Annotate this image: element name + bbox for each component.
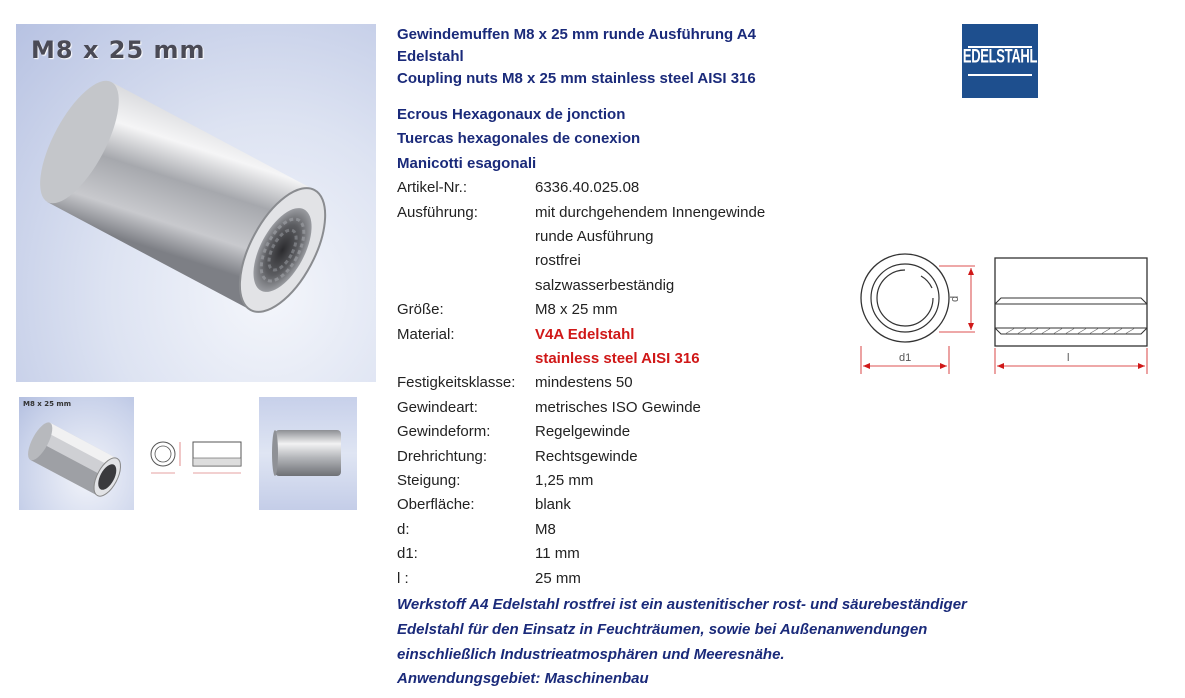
- technical-drawing: [855, 250, 1155, 380]
- dimension-d: [939, 266, 975, 332]
- coupling-nut-photo: [16, 24, 376, 382]
- spec-value-ausfuehrung-4: salzwasserbeständig: [535, 277, 675, 294]
- spec-value-festigkeit: mindestens 50: [535, 374, 633, 391]
- dimension-l: [995, 348, 1147, 374]
- spec-value-gewindeform: Regelgewinde: [535, 423, 631, 440]
- edelstahl-logo: [962, 24, 1038, 98]
- spec-label-groesse: Größe:: [397, 301, 444, 318]
- thumbnail-drawing[interactable]: [138, 397, 253, 510]
- logo-text: EDELSTAHL: [962, 44, 1038, 67]
- spec-value-oberflaeche: blank: [535, 496, 571, 513]
- end-view-circles: [861, 254, 949, 342]
- spec-value-drehrichtung: Rechtsgewinde: [535, 448, 638, 465]
- spec-value-groesse: M8 x 25 mm: [535, 301, 618, 318]
- label-l: l: [1067, 352, 1070, 364]
- spec-label-d: d:: [397, 521, 410, 538]
- spec-value-d: M8: [535, 521, 556, 538]
- spec-value-material-1: V4A Edelstahl: [535, 326, 635, 343]
- description-line-3: einschließlich Industrieatmosphären und Meeresnähe.: [397, 646, 785, 663]
- spec-value-l: 25 mm: [535, 570, 581, 587]
- spec-label-festigkeit: Festigkeitsklasse:: [397, 374, 516, 391]
- description-line-2: Edelstahl für den Einsatz in Feuchträumen, sowie bei Außenanwendungen: [397, 621, 928, 638]
- spec-value-material-2: stainless steel AISI 316: [535, 350, 700, 367]
- thumbnail-side-image: [259, 397, 357, 510]
- label-d1: d1: [899, 352, 912, 364]
- product-title-fr: Ecrous Hexagonaux de jonction: [397, 106, 626, 123]
- thumbnail-nut-image: [19, 397, 134, 510]
- main-product-image: [16, 24, 376, 382]
- spec-label-artikel: Artikel-Nr.:: [397, 179, 468, 196]
- side-view: [995, 258, 1147, 346]
- spec-value-gewindeart: metrisches ISO Gewinde: [535, 399, 701, 416]
- product-title-en: Coupling nuts M8 x 25 mm stainless steel AISI 316: [397, 70, 756, 87]
- thumbnail-drawing-image: [138, 397, 253, 510]
- spec-value-ausfuehrung-3: rostfrei: [535, 252, 581, 269]
- spec-label-material: Material:: [397, 326, 455, 343]
- description-line-1: Werkstoff A4 Edelstahl rostfrei ist ein austenitischer rost- und säurebeständiger: [397, 596, 967, 613]
- spec-label-steigung: Steigung:: [397, 472, 461, 489]
- spec-value-ausfuehrung-1: mit durchgehendem Innengewinde: [535, 204, 766, 221]
- spec-label-drehrichtung: Drehrichtung:: [397, 448, 488, 465]
- thumbnail-caption: M8 x 25 mm: [23, 400, 71, 408]
- spec-label-ausfuehrung: Ausführung:: [397, 204, 478, 221]
- spec-value-d1: 11 mm: [535, 545, 580, 562]
- product-title-de-2: Edelstahl: [397, 48, 464, 65]
- spec-value-steigung: 1,25 mm: [535, 472, 594, 489]
- label-d: d: [949, 295, 961, 302]
- main-image-caption: M8 x 25 mm: [31, 36, 206, 64]
- spec-label-d1: d1:: [397, 545, 418, 562]
- thumbnail-side-view[interactable]: [259, 397, 357, 510]
- product-title-it: Manicotti esagonali: [397, 155, 537, 172]
- spec-label-oberflaeche: Oberfläche:: [397, 496, 475, 513]
- product-title-de: Gewindemuffen M8 x 25 mm runde Ausführung A4: [397, 26, 756, 43]
- spec-label-l: l :: [397, 570, 409, 587]
- spec-label-gewindeform: Gewindeform:: [397, 423, 491, 440]
- spec-value-ausfuehrung-2: runde Ausführung: [535, 228, 654, 245]
- spec-label-gewindeart: Gewindeart:: [397, 399, 478, 416]
- dimension-d1: [861, 346, 949, 374]
- thumbnail-photo[interactable]: [19, 397, 134, 510]
- product-title-es: Tuercas hexagonales de conexion: [397, 130, 641, 147]
- spec-value-artikel: 6336.40.025.08: [535, 179, 640, 196]
- description-line-4: Anwendungsgebiet: Maschinenbau: [397, 670, 649, 687]
